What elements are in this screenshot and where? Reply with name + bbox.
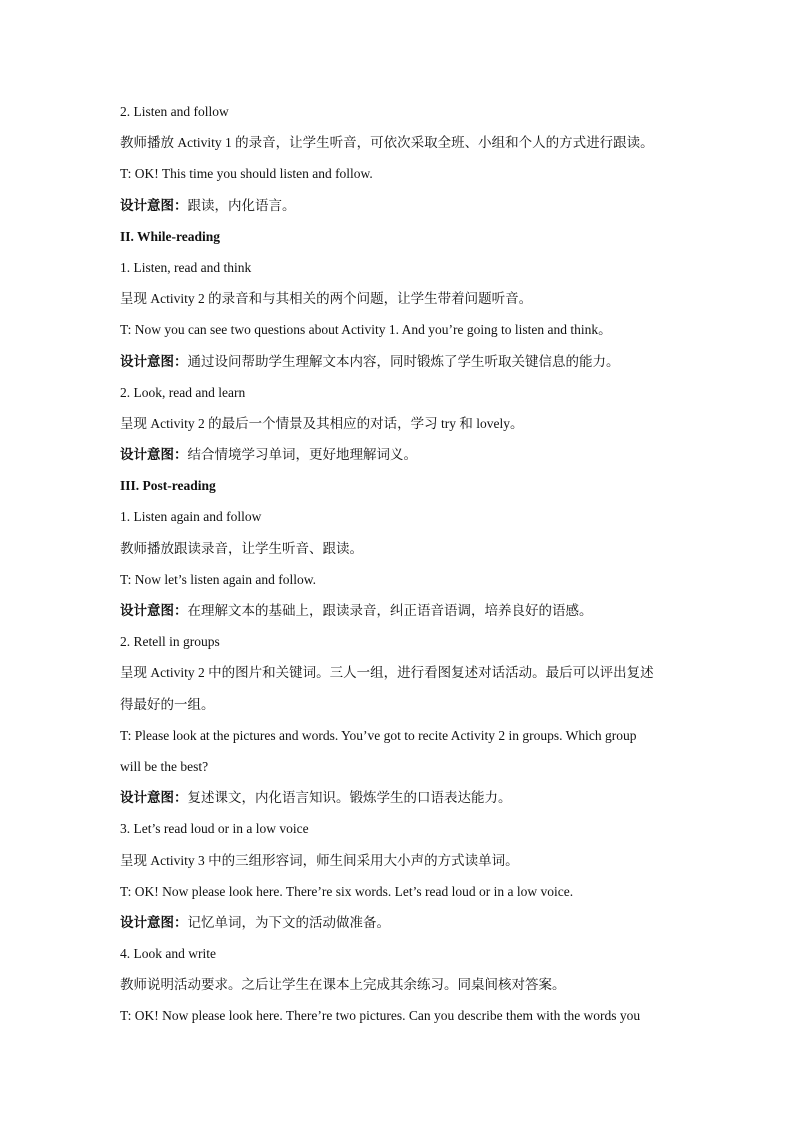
design-intent-label: 设计意图：	[120, 197, 188, 213]
text-line: 呈现 Activity 2 的最后一个情景及其相应的对话，学习 try 和 lovely。	[120, 415, 524, 431]
text-line: T: OK! Now please look here. There’re two pictures. Can you describe them with the words you	[120, 1008, 641, 1024]
design-intent-label: 设计意图：	[120, 353, 188, 369]
document-page	[120, 96, 680, 1032]
text-line: 教师说明活动要求。之后让学生在课本上完成其余练习。同桌间核对答案。	[120, 977, 566, 993]
design-intent-label: 设计意图：	[120, 790, 188, 806]
text-line: T: Now you can see two questions about Activity 1. And you’re going to listen and think。	[120, 322, 612, 338]
text-line: 2. Retell in groups	[120, 634, 220, 650]
text-line: T: Please look at the pictures and words. You’ve got to recite Activity 2 in groups. Which group	[120, 727, 637, 743]
text-line: T: Now let’s listen again and follow.	[120, 571, 317, 587]
design-intent-text: 在理解文本的基础上，跟读录音，纠正语音语调，培养良好的语感。	[187, 603, 593, 618]
text-line: 呈现 Activity 2 的录音和与其相关的两个问题，让学生带着问题听音。	[120, 291, 533, 307]
text-line: 教师播放 Activity 1 的录音，让学生听音，可依次采取全班、小组和个人的方式进行跟读。	[120, 135, 654, 151]
text-line: will be the best?	[120, 758, 209, 774]
text-line: 呈现 Activity 3 中的三组形容词，师生间采用大小声的方式读单词。	[120, 852, 519, 868]
design-intent-text: 记忆单词，为下文的活动做准备。	[187, 914, 390, 930]
text-line: 教师播放跟读录音，让学生听音、跟读。	[120, 540, 363, 556]
text-line: 呈现 Activity 2 中的图片和关键词。三人一组，进行看图复述对话活动。最后可以评出复述	[120, 665, 654, 681]
text-line: 3. Let’s read loud or in a low voice	[120, 821, 309, 837]
design-intent-line	[120, 346, 680, 377]
text-line: 2. Listen and follow	[120, 104, 229, 119]
design-intent-text: 跟读，内化语言。	[187, 197, 296, 213]
design-intent-line	[120, 595, 680, 626]
design-intent-line	[120, 439, 680, 470]
text-line: 1. Listen, read and think	[120, 259, 252, 275]
design-intent-line	[120, 907, 680, 938]
section-heading: III. Post-reading	[120, 478, 216, 494]
text-line: T: OK! Now please look here. There’re six words. Let’s read loud or in a low voice.	[120, 883, 574, 899]
section-heading: II. While-reading	[120, 228, 221, 244]
design-intent-text: 结合情境学习单词，更好地理解词义。	[187, 447, 417, 463]
text-line: T: OK! This time you should listen and follow.	[120, 166, 373, 182]
design-intent-line	[120, 782, 680, 813]
design-intent-line	[120, 190, 680, 221]
text-line: 得最好的一组。	[120, 696, 215, 712]
text-line: 1. Listen again and follow	[120, 509, 262, 525]
text-line: 2. Look, read and learn	[120, 384, 246, 400]
design-intent-label: 设计意图：	[120, 603, 188, 618]
text-line: 4. Look and write	[120, 946, 216, 962]
design-intent-label: 设计意图：	[120, 447, 188, 463]
design-intent-text: 通过设问帮助学生理解文本内容，同时锻炼了学生听取关键信息的能力。	[187, 353, 620, 369]
design-intent-text: 复述课文，内化语言知识。锻炼学生的口语表达能力。	[187, 790, 512, 806]
design-intent-label: 设计意图：	[120, 914, 188, 930]
